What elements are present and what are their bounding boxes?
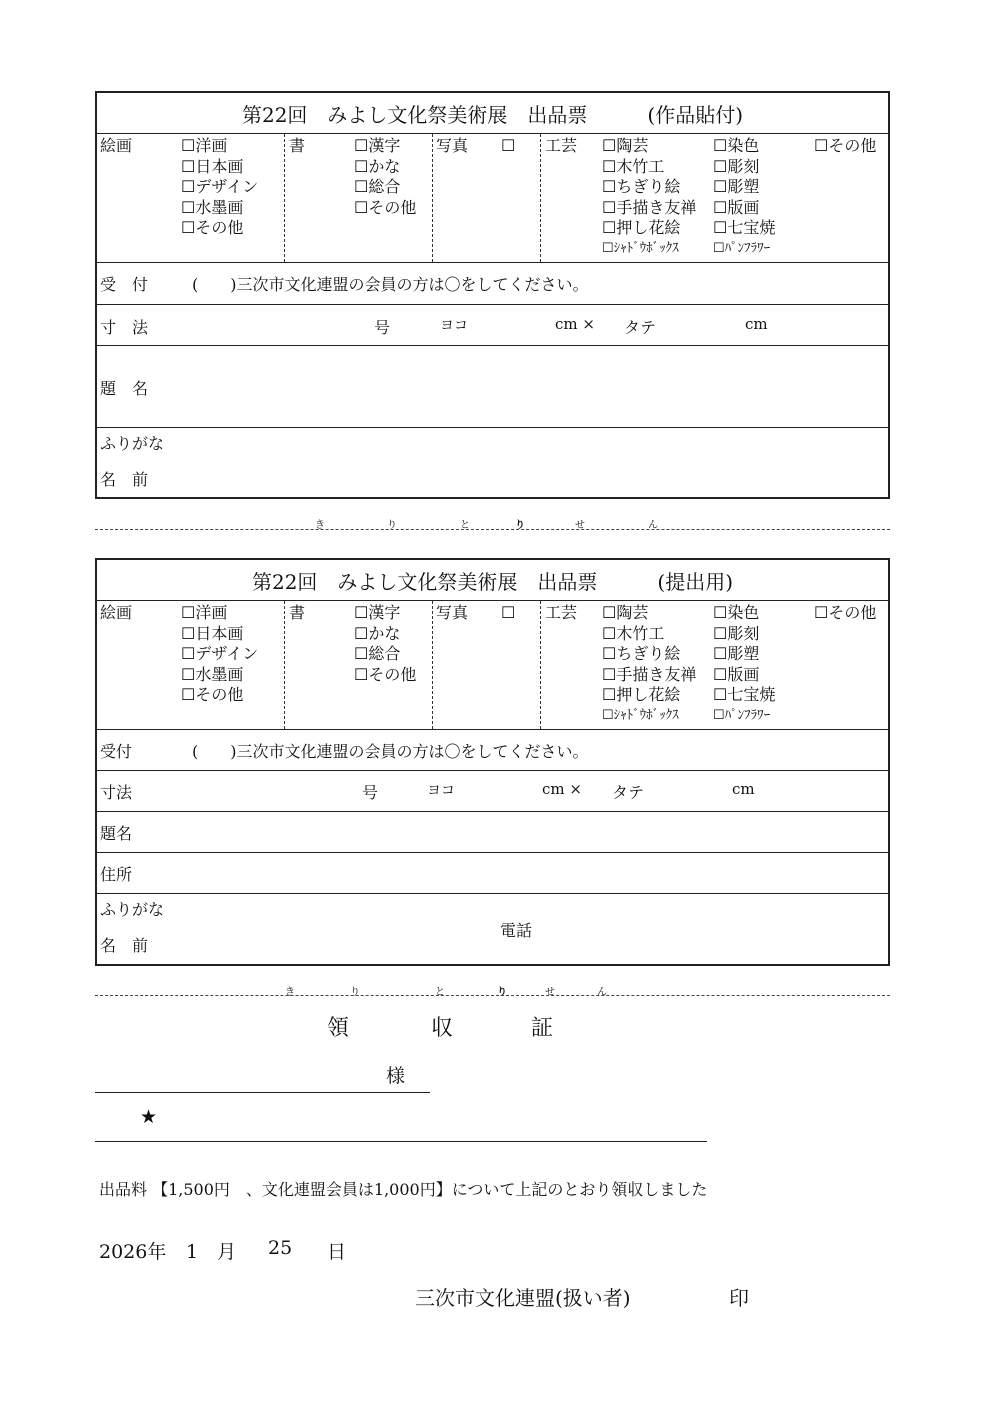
reception-row [97,730,888,771]
checkbox-japanese-painting[interactable]: ☐日本画 [181,156,244,176]
craft-label: 工芸 [545,603,578,622]
cut-line [95,529,890,530]
checkbox-kanji[interactable]: ☐漢字 [354,603,401,622]
cut-line-label: き り と り せ ん [315,520,658,531]
size-cm-width: cm × [555,315,595,333]
painting-options[interactable] [181,603,258,706]
checkbox-print[interactable]: ☐版画 [713,197,760,217]
name-label: 名 前 [100,470,149,489]
checkbox-pan-flower[interactable]: ☐ﾊﾟﾝﾌﾗﾜｰ [713,707,771,723]
phone-label: 電話 [500,921,533,940]
title-row [97,812,888,853]
size-tate: タテ [612,783,645,802]
checkbox-woodwork[interactable]: ☐木竹工 [602,623,665,643]
name-row [97,894,888,966]
issuer: 三次市文化連盟(扱い者) [415,1286,631,1310]
recipient-line [95,1092,430,1093]
checkbox-ink-painting[interactable]: ☐水墨画 [181,664,244,684]
reception-label: 受付 [100,742,133,761]
craft-options-col2[interactable] [713,603,775,726]
checkbox-yuzen[interactable]: ☐手描き友禅 [602,197,697,217]
form-title: 第22回 みよし文化祭美術展 出品票 (提出用) [97,560,888,601]
entry-form-artwork [95,91,890,499]
checkbox-cloisonne[interactable]: ☐七宝焼 [713,218,776,237]
reception-label: 受 付 [100,275,149,294]
checkbox-design[interactable]: ☐デザイン [181,177,259,196]
date-year: 2026年 [99,1241,167,1263]
checkbox-calligraphy-other[interactable]: ☐その他 [354,664,417,684]
size-row [97,305,888,346]
furigana-label: ふりがな [100,434,165,453]
size-tate: タテ [624,318,657,337]
star-mark: ★ [140,1106,158,1128]
size-go: 号 [362,783,379,802]
receipt-heading-1: 領 [327,1016,350,1041]
checkbox-calligraphy-other[interactable]: ☐その他 [354,197,417,217]
checkbox-ink-painting[interactable]: ☐水墨画 [181,197,244,217]
size-yoko: ヨコ [427,783,455,799]
checkbox-kanji[interactable]: ☐漢字 [354,136,401,155]
checkbox-ceramics[interactable]: ☐陶芸 [602,136,649,155]
checkbox-combined[interactable]: ☐総合 [354,177,401,196]
checkbox-dyeing[interactable]: ☐染色 [713,136,760,155]
checkbox-photo[interactable]: ☐ [501,136,516,155]
date-day-label: 日 [327,1241,347,1263]
checkbox-sculpture[interactable]: ☐彫塑 [713,177,760,196]
calligraphy-options[interactable] [354,136,416,218]
craft-options-col2[interactable] [713,136,775,259]
title-row [97,346,888,428]
size-yoko: ヨコ [440,318,468,334]
size-row [97,771,888,812]
address-row [97,853,888,894]
receipt-heading-2: 収 [431,1016,454,1041]
date-month: 1 月 [186,1241,237,1263]
checkbox-carving[interactable]: ☐彫刻 [713,156,760,176]
category-section [97,601,888,730]
photo-label: 写真 [436,603,469,622]
checkbox-shadowbox[interactable]: ☐ｼｬﾄﾞｳﾎﾞｯｸｽ [602,240,679,256]
entry-form-submission [95,558,890,966]
checkbox-sculpture[interactable]: ☐彫塑 [713,644,760,663]
checkbox-combined[interactable]: ☐総合 [354,644,401,663]
painting-label: 絵画 [100,136,133,155]
checkbox-painting-other[interactable]: ☐その他 [181,685,244,704]
form-title: 第22回 みよし文化祭美術展 出品票 (作品貼付) [97,93,888,134]
checkbox-western-painting[interactable]: ☐洋画 [181,603,228,622]
calligraphy-options[interactable] [354,603,416,685]
size-cm-height: cm [732,780,755,798]
checkbox-print[interactable]: ☐版画 [713,664,760,684]
checkbox-cloisonne[interactable]: ☐七宝焼 [713,685,776,704]
checkbox-craft-other[interactable]: ☐その他 [814,136,877,155]
calligraphy-label: 書 [289,603,306,622]
title-label: 題名 [100,824,133,843]
craft-options-col1[interactable] [602,136,696,259]
address-label: 住所 [100,865,133,884]
checkbox-dyeing[interactable]: ☐染色 [713,603,760,622]
checkbox-woodwork[interactable]: ☐木竹工 [602,156,665,176]
checkbox-pressed-flower[interactable]: ☐押し花絵 [602,218,681,237]
member-note: ( )三次市文化連盟の会員の方は〇をしてください。 [192,275,589,294]
reception-row [97,263,888,305]
photo-label: 写真 [436,136,469,155]
checkbox-chigirie[interactable]: ☐ちぎり絵 [602,644,681,663]
checkbox-western-painting[interactable]: ☐洋画 [181,136,228,155]
size-cm-height: cm [745,315,768,333]
checkbox-carving[interactable]: ☐彫刻 [713,623,760,643]
painting-label: 絵画 [100,603,133,622]
checkbox-kana[interactable]: ☐かな [354,156,401,176]
date-day: 25 [268,1237,293,1259]
furigana-label: ふりがな [100,900,165,919]
cut-line-label: き り と り せ ん [285,987,607,998]
checkbox-kana[interactable]: ☐かな [354,623,401,643]
checkbox-photo[interactable]: ☐ [501,603,516,622]
checkbox-pan-flower[interactable]: ☐ﾊﾟﾝﾌﾗﾜｰ [713,240,771,256]
checkbox-japanese-painting[interactable]: ☐日本画 [181,623,244,643]
receipt-statement: 出品料 【1,500円 、文化連盟会員は1,000円】について上記のとおり領収しました [99,1180,708,1199]
size-cm-width: cm × [542,780,582,798]
cut-line [95,995,890,996]
title-label: 題 名 [100,379,149,398]
checkbox-shadowbox[interactable]: ☐ｼｬﾄﾞｳﾎﾞｯｸｽ [602,707,679,723]
seal-mark: 印 [729,1286,749,1310]
painting-options[interactable] [181,136,258,239]
size-label: 寸 法 [100,318,149,337]
signature-line [95,1141,707,1142]
receipt-heading-3: 証 [531,1016,554,1041]
checkbox-craft-other[interactable]: ☐その他 [814,603,877,622]
checkbox-design[interactable]: ☐デザイン [181,644,259,663]
checkbox-chigirie[interactable]: ☐ちぎり絵 [602,177,681,196]
checkbox-painting-other[interactable]: ☐その他 [181,218,244,237]
checkbox-ceramics[interactable]: ☐陶芸 [602,603,649,622]
checkbox-pressed-flower[interactable]: ☐押し花絵 [602,685,681,704]
size-go: 号 [374,318,391,337]
checkbox-yuzen[interactable]: ☐手描き友禅 [602,664,697,684]
member-note: ( )三次市文化連盟の会員の方は〇をしてください。 [192,742,589,761]
name-label: 名 前 [100,936,149,955]
craft-options-col1[interactable] [602,603,696,726]
sama-label: 様 [386,1065,406,1087]
name-row [97,428,888,501]
size-label: 寸法 [100,783,133,802]
calligraphy-label: 書 [289,136,306,155]
craft-label: 工芸 [545,136,578,155]
category-section [97,134,888,263]
